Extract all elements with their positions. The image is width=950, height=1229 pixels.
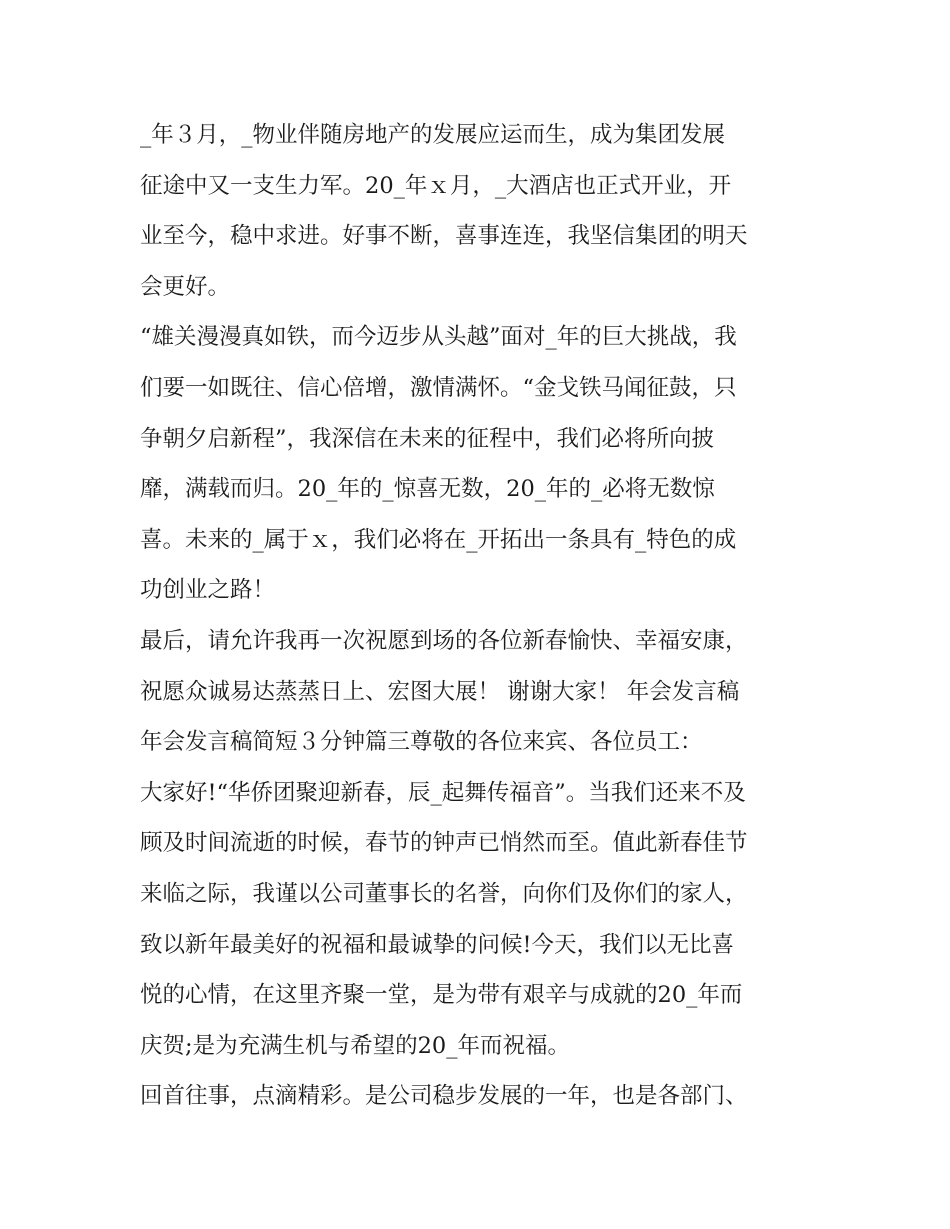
text-line: 喜。未来的_属于ｘ，我们必将在_开拓出一条具有_特色的成 <box>140 526 737 553</box>
text-line: 年会发言稿简短３分钟篇三尊敬的各位来宾、各位员工： <box>140 729 703 756</box>
text-line: 大家好!“华侨团聚迎新春，辰_起舞传福音”。当我们还来不及 <box>140 779 746 806</box>
text-line: 最后，请允许我再一次祝愿到场的各位新春愉快、幸福安康， <box>140 627 748 654</box>
text-line: 功创业之路！ <box>140 577 276 604</box>
document-body <box>140 110 820 1122</box>
text-line: 庆贺;是为充满生机与希望的20_年而祝福。 <box>140 1032 570 1059</box>
text-line: 争朝夕启新程”，我深信在未来的征程中，我们必将所向披 <box>140 425 715 452</box>
text-line: 们要一如既往、信心倍增，激情满怀。“金戈铁马闻征鼓，只 <box>140 374 737 401</box>
text-line: 征途中又一支生力军。20_年ｘ月，_大酒店也正式开业，开 <box>140 172 732 199</box>
text-line: 致以新年最美好的祝福和最诚挚的问候!今天，我们以无比喜 <box>140 931 735 958</box>
text-line: 悦的心情，在这里齐聚一堂，是为带有艰辛与成就的20_年而 <box>140 982 743 1009</box>
text-line: 祝愿众诚易达蒸蒸日上、宏图大展！ 谢谢大家！ 年会发言稿 <box>140 678 740 705</box>
text-line: 会更好。 <box>140 273 231 300</box>
text-line: 回首往事，点滴精彩。是公司稳步发展的一年，也是各部门、 <box>140 1083 748 1110</box>
text-line: _年３月，_物业伴随房地产的发展应运而生，成为集团发展 <box>140 122 726 148</box>
text-line: “雄关漫漫真如铁，而今迈步从头越”面对_年的巨大挑战，我 <box>140 324 737 351</box>
text-line: 业至今，稳中求进。好事不断，喜事连连，我坚信集团的明天 <box>140 223 748 250</box>
text-line: 顾及时间流逝的时候，春节的钟声已悄然而至。值此新春佳节 <box>140 830 748 857</box>
text-line: 来临之际，我谨以公司董事长的名誉，向你们及你们的家人， <box>140 880 748 907</box>
text-line: 靡，满载而归。20_年的_惊喜无数，20_年的_必将无数惊 <box>140 476 715 503</box>
